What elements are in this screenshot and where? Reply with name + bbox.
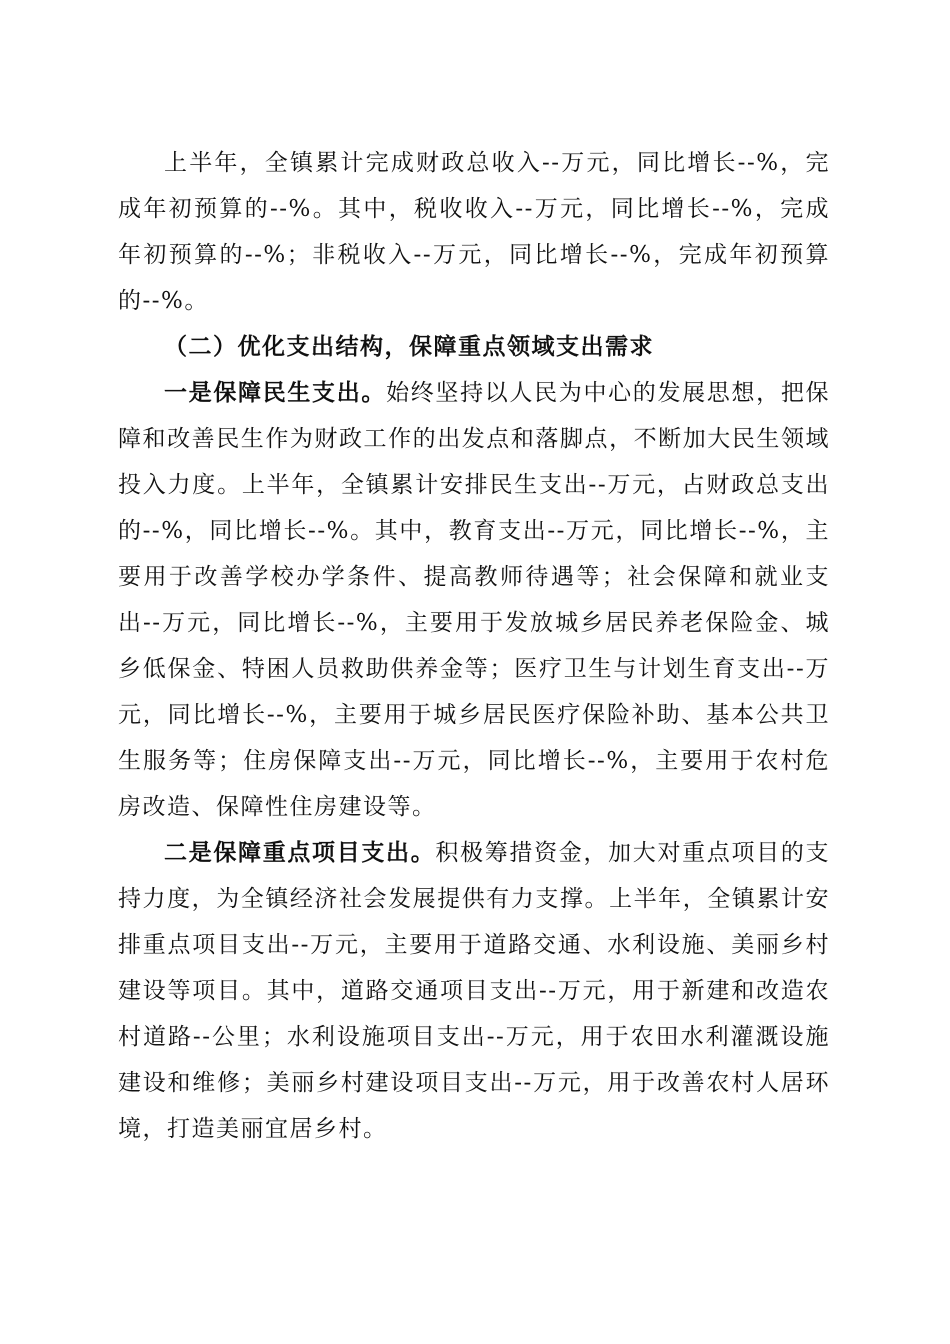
projects-lead: 二是保障重点项目支出。 [164, 839, 436, 866]
revenue-paragraph: 上半年，全镇累计完成财政总收入--万元，同比增长--%，完成年初预算的--%。其中，税收收入--万元，同比增长--%，完成年初预算的--%；非税收入--万元，同比增长--%，完成年初预算的--%。 [118, 150, 830, 314]
livelihood-paragraph [118, 370, 830, 830]
livelihood-body: 始终坚持以人民为中心的发展思想，把保障和改善民生作为财政工作的出发点和落脚点，不断加大民生领域投入力度。上半年，全镇累计安排民生支出--万元，占财政总支出的--%，同比增长--%。其中，教育支出--万元，同比增长--%，主要用于改善学校办学条件、提高教师待遇等；社会保障和就业支出--万元，同比增长--%，主要用于发放城乡居民养老保险金、城乡低保金、特困人员救助供养金等；医疗卫生与计划生育支出--万元，同比增长--%，主要用于城乡居民医疗保险补助、基本公共卫生服务等；住房保障支出--万元，同比增长--%，主要用于农村危房改造、保障性住房建设等。 [118, 380, 831, 820]
section-heading: （二）优化支出结构，保障重点领域支出需求 [164, 333, 654, 360]
document-body [118, 140, 830, 1152]
livelihood-lead: 一是保障民生支出。 [164, 379, 387, 406]
projects-body: 积极筹措资金，加大对重点项目的支持力度，为全镇经济社会发展提供有力支撑。上半年，全镇累计安排重点项目支出--万元，主要用于道路交通、水利设施、美丽乡村建设等项目。其中，道路交通项目支出--万元，用于新建和改造农村道路--公里；水利设施项目支出--万元，用于农田水利灌溉设施建设和维修；美丽乡村建设项目支出--万元，用于改善农村人居环境，打造美丽宜居乡村。 [118, 840, 831, 1142]
projects-paragraph [118, 830, 830, 1152]
